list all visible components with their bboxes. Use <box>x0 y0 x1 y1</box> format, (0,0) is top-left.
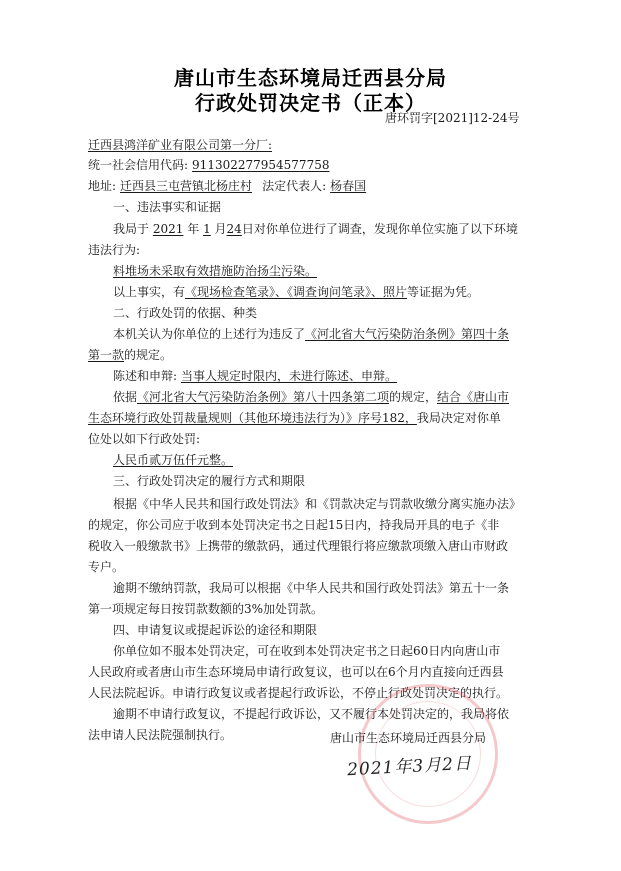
credit-code-label: 统一社会信用代码: <box>88 158 189 172</box>
legal-rep-name: 杨春国 <box>330 179 367 193</box>
inspection-day: 24 <box>226 222 242 236</box>
text-fragment: 依据 <box>113 390 138 404</box>
inspection-month: 1 <box>203 222 211 236</box>
text-fragment: 的规定。 <box>124 348 173 362</box>
legal-rep-label: 法定代表人: <box>262 179 327 193</box>
address-label: 地址: <box>88 179 117 193</box>
section3-p1-line3: 税收入一般缴款书》上携带的缴款码，通过代理银行将应缴款项缴入唐山市财政 <box>88 539 509 553</box>
text-fragment: 以上事实，有 <box>113 285 186 299</box>
document-number: 唐环罚字[2021]12-24号 <box>385 111 520 125</box>
discretion-rule: 结合《唐山市 <box>437 390 510 404</box>
violation-description: 料堆场未采取有效措施防治扬尘污染。 <box>113 264 318 278</box>
text-fragment: 日对你单位进行了调查，发现你单位实施了以下环境 <box>241 222 518 236</box>
section4-heading: 四、申请复议或提起诉讼的途径和期限 <box>113 623 318 637</box>
inspection-year: 2021 <box>152 222 184 236</box>
defense-text: 当事人规定时限内，未进行陈述、申辩。 <box>181 369 398 383</box>
section3-p1-line2: 的规定，你公司应于收到本处罚决定书之日起15日内，持我局开具的电子《非 <box>88 518 500 532</box>
text-fragment: 年 <box>187 222 200 236</box>
section1-paragraph <box>113 221 518 237</box>
address-value: 迁西县三屯营镇北杨庄村 <box>120 179 253 193</box>
section4-p1-line2: 人民政府或者唐山市生态环境局申请行政复议，也可以在6个月内直接向迁西县 <box>88 665 504 679</box>
section3-p2-line1: 逾期不缴纳罚款，我局可以根据《中华人民共和国行政处罚法》第五十一条 <box>113 581 510 595</box>
section3-p1-line1: 根据《中华人民共和国行政处罚法》和《罚款决定与罚款收缴分离实施办法》 <box>113 497 522 511</box>
section2-paragraph <box>113 326 509 342</box>
section2-paragraph-line2 <box>88 347 172 363</box>
evidence-list: 《现场检查笔录》、《调查询问笔录》、照片 <box>185 285 408 299</box>
issuing-authority: 唐山市生态环境局迁西县分局 <box>330 731 487 745</box>
credit-code-row <box>88 157 329 173</box>
penalty-amount: 人民币贰万伍仟元整。 <box>113 453 234 467</box>
penalty-law: 《河北省大气污染防治条例》第八十四条第二项 <box>137 390 390 404</box>
handwritten-date-signature: 2021年3月2日 <box>346 753 473 781</box>
penalty-basis-line1 <box>113 389 509 405</box>
text-fragment: 等证据为凭。 <box>407 285 480 299</box>
text-fragment: 月 <box>214 222 227 236</box>
section2-heading: 二、行政处罚的依据、种类 <box>113 306 258 320</box>
section4-p1-line1: 你单位如不服本处罚决定，可在收到本处罚决定书之日起60日内向唐山市 <box>113 644 501 658</box>
text-fragment: 我局于 <box>113 222 150 236</box>
section3-heading: 三、行政处罚决定的履行方式和期限 <box>113 474 306 488</box>
evidence-line <box>113 284 479 300</box>
credit-code: 911302277954577758 <box>192 158 330 172</box>
text-fragment: 本机关认为你单位的上述行为违反了 <box>113 327 306 341</box>
penalty-basis-line2 <box>88 410 501 426</box>
text-fragment: 的规定， <box>389 390 438 404</box>
section3-p1-line4: 专户。 <box>88 560 125 574</box>
party-name: 迁西县鸿洋矿业有限公司第一分厂: <box>88 138 273 152</box>
document-title-line2: 行政处罚决定书（正本） <box>195 91 426 115</box>
violated-clause: 第一款 <box>88 348 125 362</box>
defense-line <box>113 368 397 384</box>
section4-p2-line2: 法申请人民法院强制执行。 <box>88 728 233 742</box>
discretion-rule-cont: 生态环境行政处罚裁量规则（其他环境违法行为）》序号182， <box>88 411 417 425</box>
section4-p2-line1: 逾期不申请行政复议，不提起行政诉讼，又不履行本处罚决定的，我局将依 <box>113 707 510 721</box>
penalty-basis-line3: 位处以如下行政处罚: <box>88 432 201 446</box>
section4-p1-line3: 人民法院起诉。申请行政复议或者提起行政诉讼，不停止行政处罚决定的执行。 <box>88 686 509 700</box>
document-title-line1: 唐山市生态环境局迁西县分局 <box>174 66 447 90</box>
text-fragment: 我局决定对你单 <box>416 411 501 425</box>
defense-label: 陈述和申辩: <box>113 369 178 383</box>
section1-heading: 一、违法事实和证据 <box>113 200 222 214</box>
section3-p2-line2: 第一项规定每日按罚款数额的3%加处罚款。 <box>88 602 324 616</box>
address-row <box>88 178 366 194</box>
violated-law: 《河北省大气污染防治条例》第四十条 <box>305 327 510 341</box>
section1-paragraph-line2: 违法行为: <box>88 243 141 257</box>
